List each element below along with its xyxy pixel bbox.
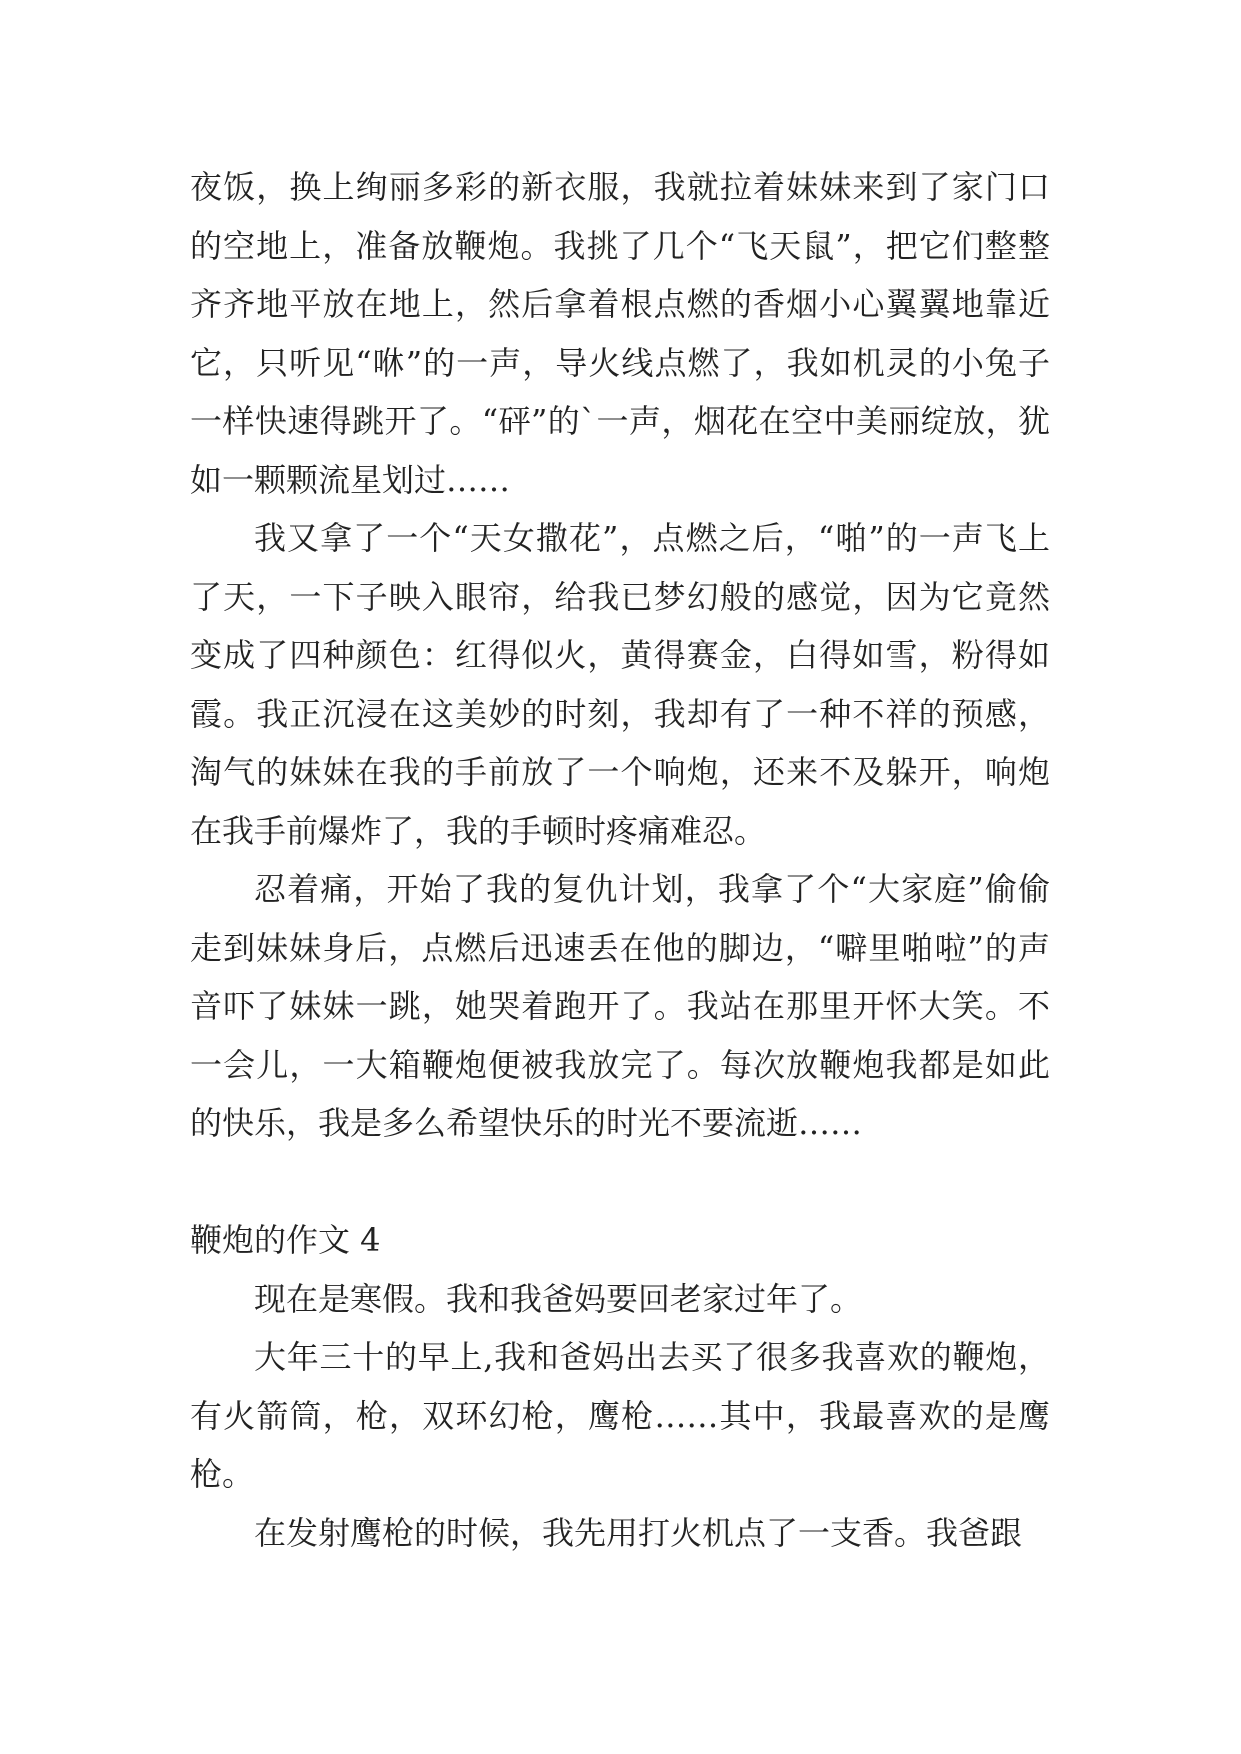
document-body xyxy=(190,158,1050,1562)
paragraph-6: 在发射鹰枪的时候，我先用打火机点了一支香。我爸跟 xyxy=(254,1513,1023,1552)
paragraph-1: 夜饭，换上绚丽多彩的新衣服，我就拉着妹妹来到了家门口的空地上，准备放鞭炮。我挑了几个“飞天鼠”，把它们整整齐齐地平放在地上，然后拿着根点燃的香烟小心翼翼地靠近它，只听见“咻”的一声，导火线点燃了，我如机灵的小兔子一样快速得跳开了。“砰”的`一声，烟花在空中美丽绽放，犹如一颗颗流星划过…… xyxy=(190,168,1050,499)
paragraph-4: 现在是寒假。我和我爸妈要回老家过年了。 xyxy=(254,1279,863,1318)
section-title: 鞭炮的作文 4 xyxy=(190,1221,381,1259)
paragraph-2: 我又拿了一个“天女撒花”，点燃之后，“啪”的一声飞上了天，一下子映入眼帘，给我已梦幻般的感觉，因为它竟然变成了四种颜色：红得似火，黄得赛金，白得如雪，粉得如霞。我正沉浸在这美妙的时刻，我却有了一种不祥的预感，淘气的妹妹在我的手前放了一个响炮，还来不及躲开，响炮在我手前爆炸了，我的手顿时疼痛难忍。 xyxy=(190,519,1050,850)
section-spacer xyxy=(190,1153,1050,1212)
paragraph-5: 大年三十的早上,我和爸妈出去买了很多我喜欢的鞭炮，有火箭筒，枪，双环幻枪，鹰枪……其中，我最喜欢的是鹰枪。 xyxy=(190,1338,1050,1493)
paragraph-3: 忍着痛，开始了我的复仇计划，我拿了个“大家庭”偷偷走到妹妹身后，点燃后迅速丢在他的脚边，“噼里啪啦”的声音吓了妹妹一跳，她哭着跑开了。我站在那里开怀大笑。不一会儿，一大箱鞭炮便被我放完了。每次放鞭炮我都是如此的快乐，我是多么希望快乐的时光不要流逝…… xyxy=(190,870,1050,1142)
